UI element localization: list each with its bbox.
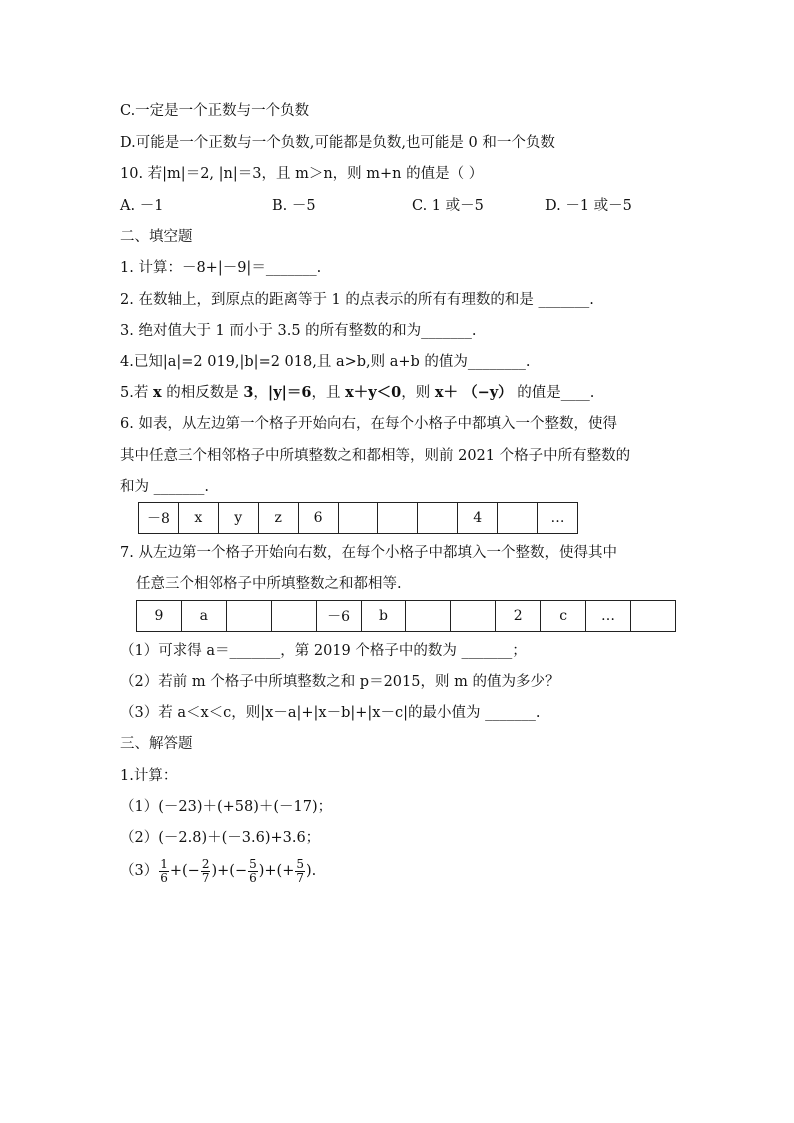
q7-cell: 2 xyxy=(496,601,541,632)
q7-cell xyxy=(271,601,316,632)
q7-cell: 9 xyxy=(137,601,182,632)
section2-title: 二、填空题 xyxy=(120,229,193,245)
q7-cell: b xyxy=(361,601,406,632)
q5-inequality: x＋y＜0 xyxy=(345,384,402,401)
q6-cell xyxy=(498,503,538,534)
q10-option-c: C. 1 或－5 xyxy=(412,198,484,214)
q7-cell xyxy=(451,601,496,632)
q5-part: 5.若 xyxy=(120,385,153,401)
q6-cell xyxy=(418,503,458,534)
fill-q7-part1: （1）可求得 a＝_______，第 2019 个格子中的数为 _______； xyxy=(120,643,527,659)
fraction-numerator: 2 xyxy=(201,856,210,871)
fraction-denominator: 7 xyxy=(201,870,210,885)
fill-q7-line2: 任意三个相邻格子中所填整数之和都相等. xyxy=(136,576,402,592)
q7-cell xyxy=(406,601,451,632)
fraction-numerator: 1 xyxy=(160,856,168,871)
fill-q6-line3: 和为 _______. xyxy=(120,479,209,495)
q6-cell: 4 xyxy=(458,503,498,534)
q6-cell: … xyxy=(538,503,578,534)
fill-q6-line1: 6. 如表，从左边第一个格子开始向右，在每个小格子中都填入一个整数，使得 xyxy=(120,416,617,432)
q10-option-b: B. －5 xyxy=(272,198,316,214)
fill-q4: 4.已知|a|=2 019,|b|=2 018,且 a>b,则 a+b 的值为________. xyxy=(120,354,531,370)
expr3-prefix: （3） xyxy=(120,863,159,879)
q10-stem: 10. 若|m|＝2, |n|＝3，且 m＞n，则 m+n 的值是（ ） xyxy=(120,166,484,182)
q7-cell: c xyxy=(541,601,586,632)
fill-q2: 2. 在数轴上，到原点的距离等于 1 的点表示的所有有理数的和是 _______. xyxy=(120,292,594,308)
fill-q6-line2: 其中任意三个相邻格子中所填整数之和都相等，则前 2021 个格子中所有整数的 xyxy=(120,448,631,464)
q6-cell: －8 xyxy=(139,503,179,534)
fill-q3: 3. 绝对值大于 1 而小于 3.5 的所有整数的和为_______. xyxy=(120,323,477,339)
fraction xyxy=(159,858,169,885)
q7-grid-table xyxy=(136,600,676,632)
section3-title: 三、解答题 xyxy=(120,736,193,752)
fraction xyxy=(295,858,305,885)
q5-part: ，且 xyxy=(311,385,346,401)
fraction-denominator: 7 xyxy=(296,870,305,885)
q7-cell xyxy=(630,601,675,632)
fraction xyxy=(201,858,211,885)
q6-cell: z xyxy=(258,503,298,534)
q6-grid-table xyxy=(138,502,578,534)
fraction-numerator: 5 xyxy=(249,856,257,871)
q5-part: ， xyxy=(253,385,268,401)
q7-cell xyxy=(226,601,271,632)
fraction-denominator: 6 xyxy=(249,870,257,885)
q5-abs-y: |y|＝6 xyxy=(267,384,312,401)
solve-q1-expr1: （1）(－23)＋(+58)＋(－17)； xyxy=(120,799,333,815)
fill-q1: 1. 计算：－8+|－9|＝_______. xyxy=(120,260,322,276)
solve-q1-title: 1.计算： xyxy=(120,768,178,784)
fill-q7-line1: 7. 从左边第一个格子开始向右数，在每个小格子中都填入一个整数，使得其中 xyxy=(120,545,617,561)
q5-var-x: x xyxy=(152,384,162,401)
q5-expression: x＋ （−y） xyxy=(434,384,513,401)
expr3-op: ). xyxy=(306,863,317,879)
q6-cell xyxy=(378,503,418,534)
fill-q5 xyxy=(120,383,594,403)
q5-part: ，则 xyxy=(401,385,435,401)
fraction-numerator: 5 xyxy=(296,856,305,871)
expr3-op: )+(+ xyxy=(258,863,295,879)
q10-option-a: A. －1 xyxy=(120,198,164,214)
expr3-op: )+(− xyxy=(211,863,248,879)
q6-cell: x xyxy=(178,503,218,534)
q5-part: 的相反数是 xyxy=(161,385,244,401)
solve-q1-expr3 xyxy=(120,856,316,886)
q7-cell: －6 xyxy=(316,601,361,632)
fill-q7-part3: （3）若 a＜x＜c，则|x－a|+|x－b|+|x－c|的最小值为 _______. xyxy=(120,705,541,721)
fraction xyxy=(248,858,258,885)
q5-num: 3 xyxy=(243,384,254,401)
q9-option-c: C.一定是一个正数与一个负数 xyxy=(120,103,310,119)
q10-options xyxy=(120,196,680,216)
fill-q7-part2: （2）若前 m 个格子中所填整数之和 p＝2015，则 m 的值为多少？ xyxy=(120,674,560,690)
q5-part: 的值是____. xyxy=(512,385,595,401)
q7-cell: a xyxy=(181,601,226,632)
q7-cell: … xyxy=(586,601,631,632)
q10-option-d: D. －1 或－5 xyxy=(545,198,632,214)
fraction-denominator: 6 xyxy=(160,870,168,885)
q6-cell: y xyxy=(218,503,258,534)
q9-option-d: D.可能是一个正数与一个负数,可能都是负数,也可能是 0 和一个负数 xyxy=(120,135,555,151)
q6-cell: 6 xyxy=(298,503,338,534)
solve-q1-expr2: （2）(－2.8)＋(－3.6)+3.6； xyxy=(120,830,321,846)
expr3-op: +(− xyxy=(169,863,200,879)
q6-cell xyxy=(338,503,378,534)
